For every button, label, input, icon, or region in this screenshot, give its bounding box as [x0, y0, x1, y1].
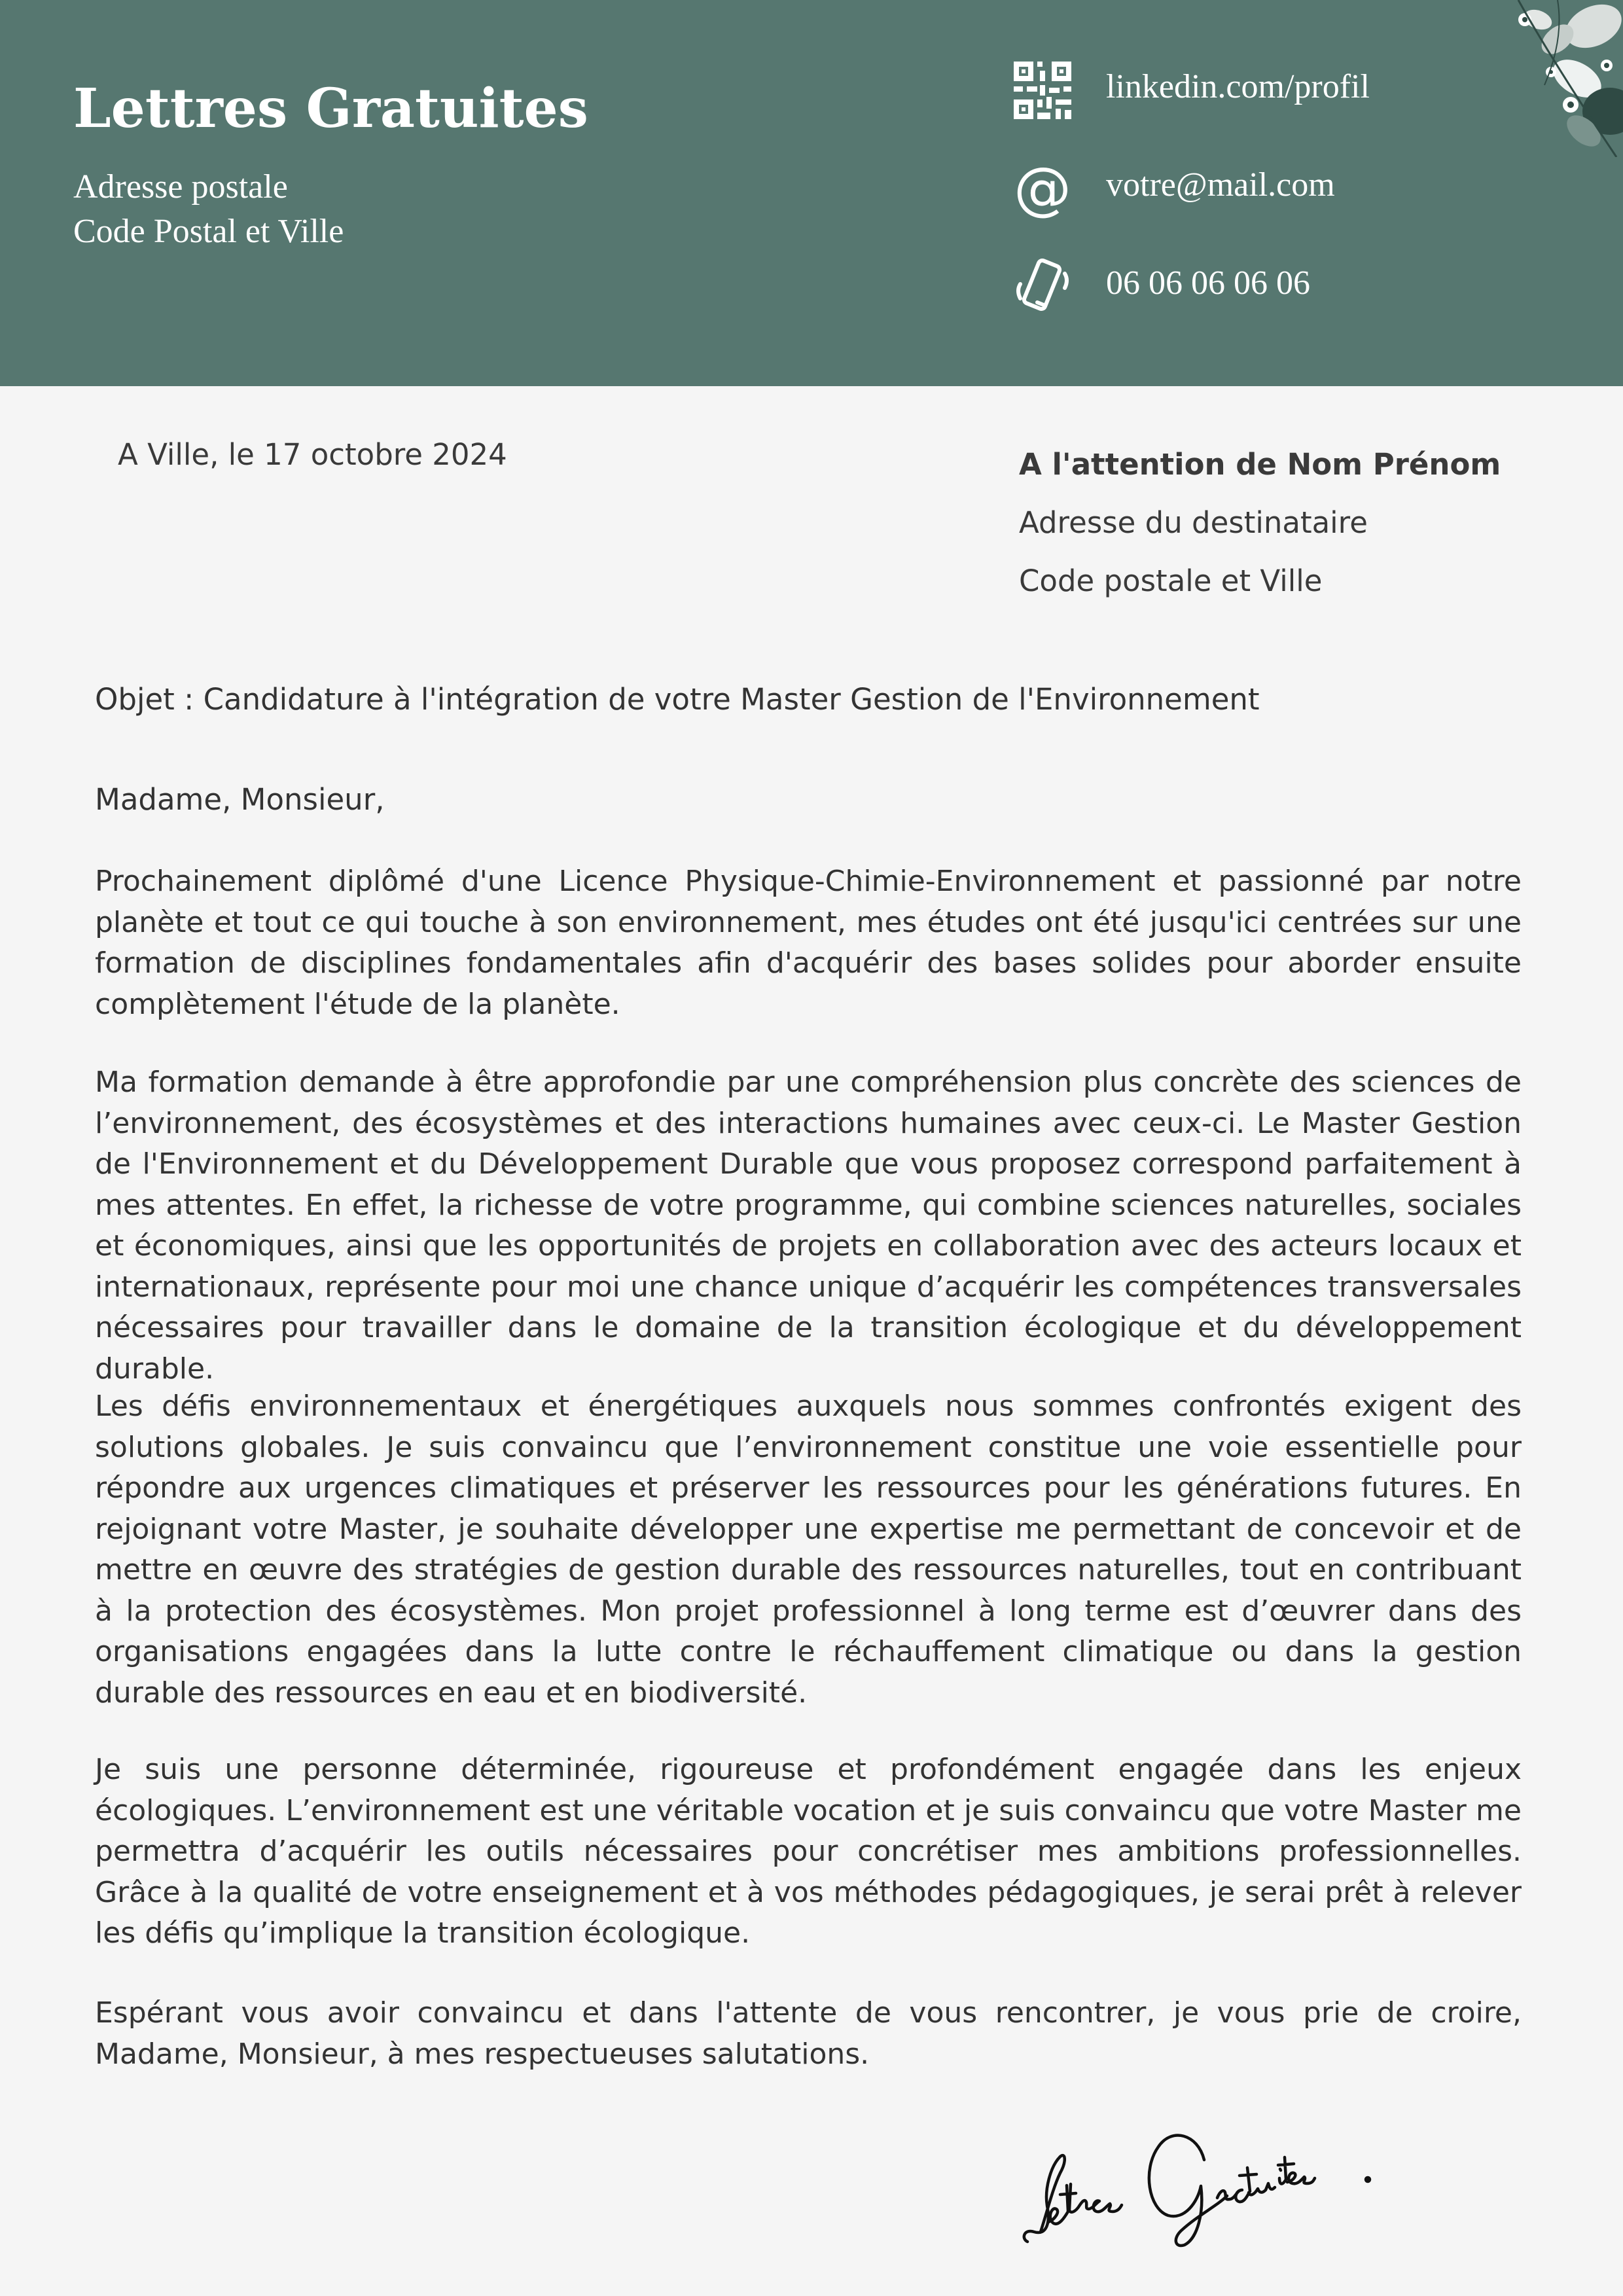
at-sign-icon — [1011, 157, 1074, 220]
handwritten-signature — [1001, 2081, 1394, 2251]
email-text: votre@mail.com — [1106, 166, 1335, 204]
phone-icon — [1011, 255, 1074, 318]
flower-decoration — [1479, 0, 1623, 157]
paragraph-1: Prochainement diplômé d'une Licence Physique-Chimie-Environnement et passionné par notre planète et tout ce qui touche à son environnement, mes études ont été jusqu'ici centrées sur une formation de disciplines fondamentales afin d'acquérir des bases solides pour aborder ensuite complètement l'étude de la planète. — [95, 865, 1522, 1021]
svg-text:@: @ — [1014, 157, 1071, 220]
paragraph-5: Espérant vous avoir convaincu et dans l'attente de vous rencontrer, je vous prie de croire, Madame, Monsieur, à mes respectueuses salutations. — [95, 1996, 1522, 2071]
recipient-block — [1019, 435, 1501, 610]
contact-phone — [1011, 252, 1469, 324]
letter-object: Objet : Candidature à l'intégration de votre Master Gestion de l'Environnement — [95, 682, 1260, 717]
sender-name: Lettres Gratuites — [73, 77, 588, 140]
paragraph-2: Ma formation demande à être approfondie par une compréhension plus concrète des sciences de l’environnement, des écosystèmes et des interactions humaines avec ceux-ci. Le Master Gestion de l'Environnement et du Développement Durable que vous proposez correspond parfaitement à mes attentes. En effet, la richesse de votre programme, qui combine sciences naturelles, sociales et économiques, ainsi que les opportunités de projets en collaboration avec des acteurs locaux et internationaux, représente pour moi une chance unique d’acquérir les compétences transversales nécessaires pour travailler dans le domaine de la transition écologique et du développement durable. — [95, 1066, 1522, 1386]
sender-city: Code Postal et Ville — [73, 213, 344, 250]
contact-email — [1011, 154, 1469, 226]
linkedin-text: linkedin.com/profil — [1106, 68, 1370, 105]
contact-linkedin — [1011, 56, 1469, 128]
letter-header — [0, 0, 1623, 386]
sender-address: Adresse postale — [73, 168, 288, 206]
date-line: A Ville, le 17 octobre 2024 — [118, 437, 507, 472]
recipient-address: Adresse du destinataire — [1019, 505, 1368, 540]
greeting: Madame, Monsieur, — [95, 782, 385, 817]
recipient-name: A l'attention de Nom Prénom — [1019, 447, 1501, 482]
paragraph-4: Je suis une personne déterminée, rigoureuse et profondément engagée dans les enjeux écologiques. L’environnement est une véritable vocation et je suis convaincu que votre Master me permettra d’acquérir les outils nécessaires pour concrétiser mes ambitions professionnelles. Grâce à la qualité de votre enseignement et à vos méthodes pédagogiques, je serai prêt à relever les défis qu’implique la transition écologique. — [95, 1753, 1522, 1950]
phone-text: 06 06 06 06 06 — [1106, 264, 1310, 302]
recipient-city: Code postale et Ville — [1019, 564, 1323, 598]
qr-code-icon — [1011, 59, 1074, 122]
paragraph-3: Les défis environnementaux et énergétiques auxquels nous sommes confrontés exigent des solutions globales. Je suis convaincu que l’environnement constitue une voie essentielle pour répondre aux urgences climatiques et préserver les ressources pour les générations futures. En rejoignant votre Master, je souhaite développer une expertise me permettant de concevoir et de mettre en œuvre des stratégies de gestion durable des ressources naturelles, tout en contribuant à la protection des écosystèmes. Mon projet professionnel à long terme est d’œuvrer dans des organisations engagées dans la lutte contre le réchauffement climatique ou dans la gestion durable des ressources en eau et en biodiversité. — [95, 1390, 1522, 1710]
